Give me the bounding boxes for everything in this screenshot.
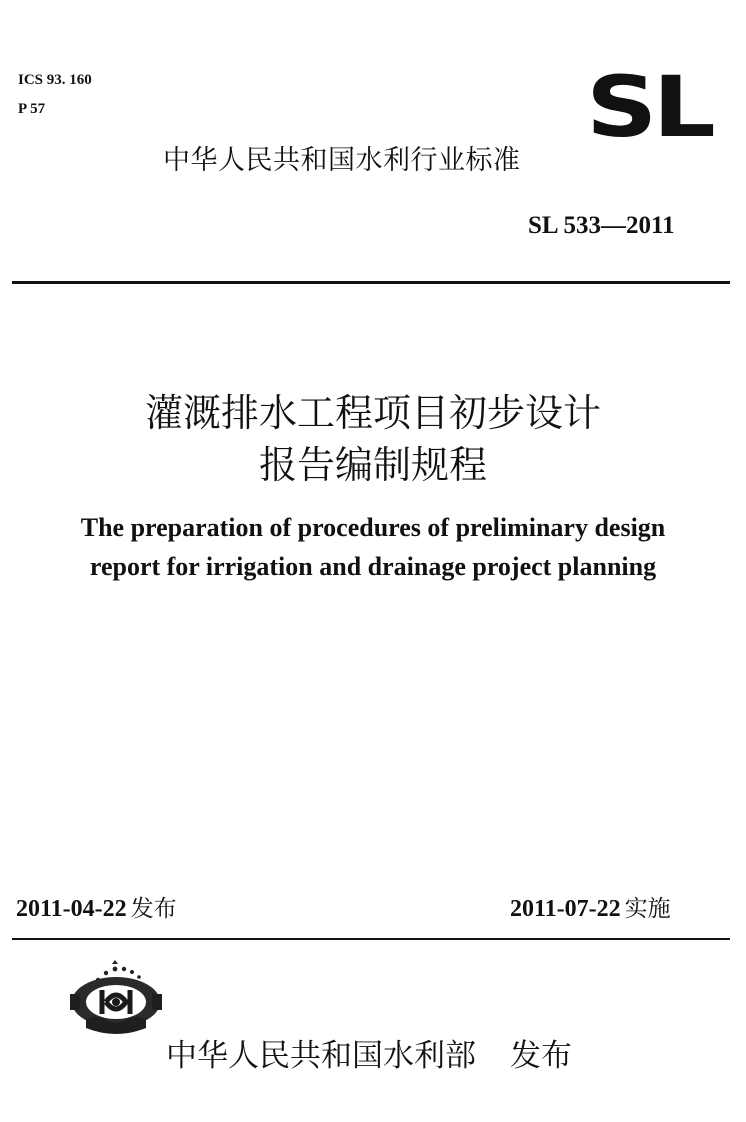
top-divider <box>12 281 730 284</box>
issue-label: 发布 <box>130 896 177 922</box>
title-english-line-1: The preparation of procedures of preliminary design <box>80 513 666 542</box>
issue-date-block <box>16 893 177 925</box>
standard-number: SL 533—2011 <box>528 212 675 239</box>
publisher-name: 中华人民共和国水利部 <box>166 1038 476 1074</box>
industry-standard-heading: 中华人民共和国水利行业标准 <box>163 145 521 176</box>
sl-logo-text: SL <box>586 58 712 156</box>
implement-date: 2011-07-22 <box>510 896 621 922</box>
ccs-code: P 57 <box>18 101 46 117</box>
ministry-emblem-icon <box>62 958 168 1040</box>
implement-label: 实施 <box>624 896 671 922</box>
publisher-label: 发布 <box>510 1038 572 1074</box>
bottom-divider <box>12 938 730 940</box>
publisher-line <box>166 1035 572 1077</box>
issue-date: 2011-04-22 <box>16 896 127 922</box>
title-english-line-2: report for irrigation and drainage project planning <box>89 552 657 581</box>
implement-date-block <box>510 893 671 925</box>
sl-logo <box>586 58 716 156</box>
title-chinese-line-1: 灌溉排水工程项目初步设计 <box>144 391 601 435</box>
ics-code: ICS 93. 160 <box>18 72 92 88</box>
title-chinese-line-2: 报告编制规程 <box>258 443 487 487</box>
